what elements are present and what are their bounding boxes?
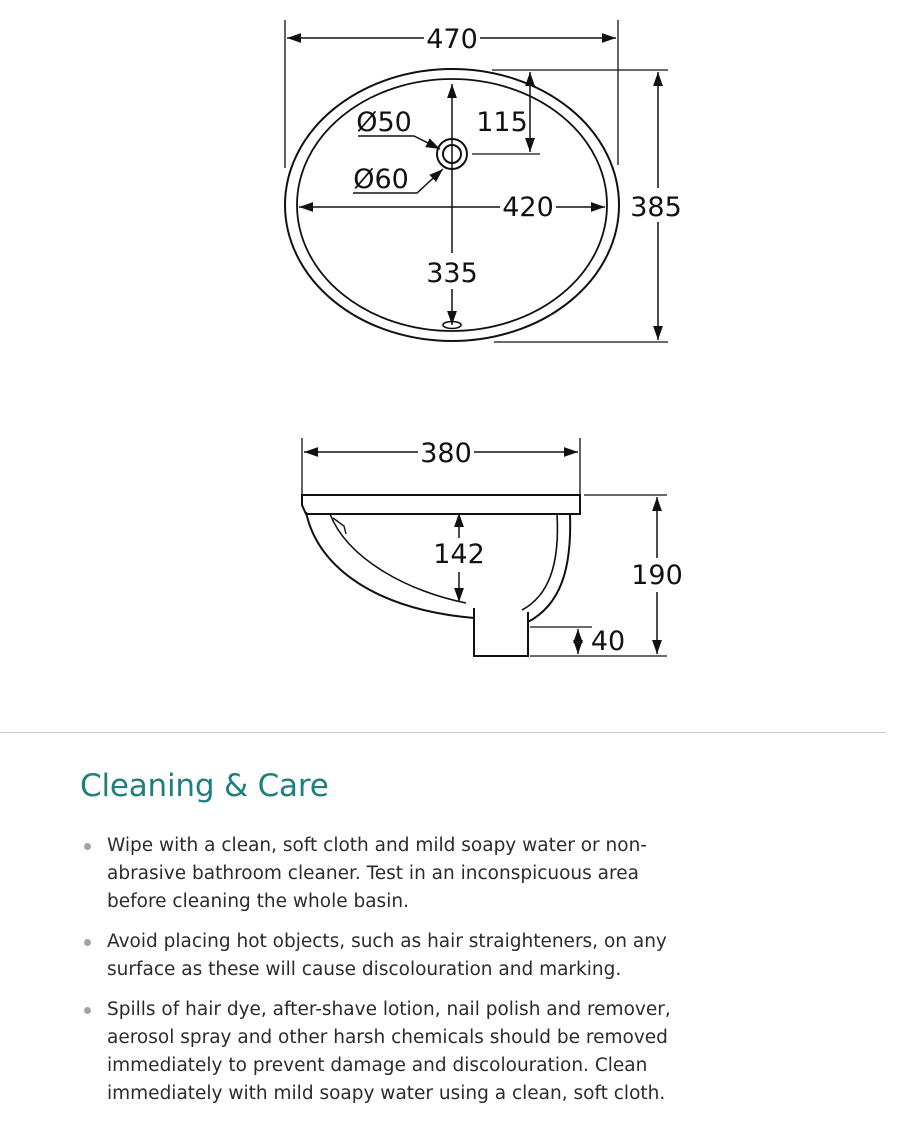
label-142: 142 [433,539,485,570]
bowl-inner-profile-right [522,514,557,610]
list-item [80,996,720,1108]
plan-view-labels [353,22,682,289]
bullet-icon [84,843,91,850]
label-190: 190 [631,560,683,591]
label-380: 380 [420,438,472,469]
waste-spigot [474,608,528,656]
label-115: 115 [476,107,528,138]
label-40: 40 [590,626,626,657]
label-335: 335 [426,258,478,289]
list-item [80,832,720,916]
side-view-labels [418,436,684,657]
care-item-text: Wipe with a clean, soft cloth and mild soapy water or non- abrasive bathroom cleaner. Test in an inconspicuous area before cleaning the whole basin. [107,835,647,912]
basin-flange [302,495,580,514]
label-470: 470 [426,24,478,55]
section-divider [0,732,886,733]
care-item-text: Avoid placing hot objects, such as hair straighteners, on any surface as these will cause discolouration and marking. [107,931,667,980]
care-item-text: Spills of hair dye, after-shave lotion, nail polish and remover, aerosol spray and other harsh chemicals should be removed immediately to prevent damage and discolouration. Clean immediately with mild soapy water using a clean, soft cloth. [107,999,671,1104]
cleaning-care-heading: Cleaning & Care [80,768,329,804]
list-item [80,928,720,984]
bullet-icon [84,1007,91,1014]
label-diameter-50: Ø50 [356,107,412,138]
label-385: 385 [630,192,682,223]
label-diameter-60: Ø60 [353,164,409,195]
care-instructions-list [80,832,720,1120]
bullet-icon [84,939,91,946]
label-420: 420 [502,192,554,223]
plan-view [285,20,668,342]
bowl-outer-profile-right [528,514,570,622]
